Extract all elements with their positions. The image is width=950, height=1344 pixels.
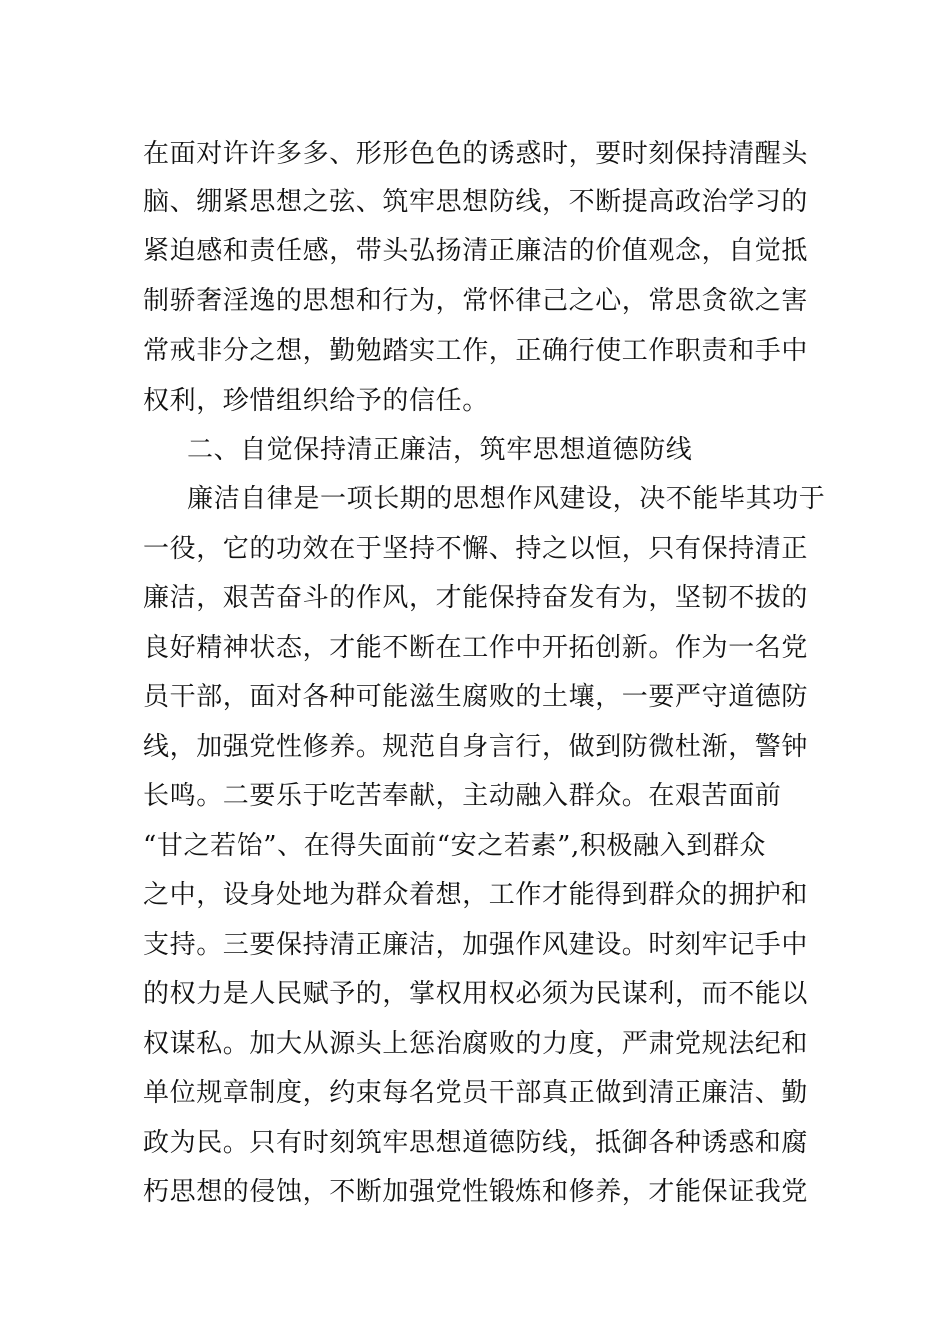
paragraph-line: 一役，它的功效在于坚持不懈、持之以恒，只有保持清正 <box>143 534 809 564</box>
paragraph-line: 支持。三要保持清正廉洁，加强作风建设。时刻牢记手中 <box>143 930 809 960</box>
paragraph-line: 良好精神状态，才能不断在工作中开拓创新。作为一名党 <box>143 633 809 663</box>
paragraph-line: 脑、绷紧思想之弦、筑牢思想防线，不断提高政治学习的 <box>143 187 809 217</box>
paragraph-line: 廉洁自律是一项长期的思想作风建设，决不能毕其功于 <box>187 484 826 514</box>
section-heading: 二、自觉保持清正廉洁，筑牢思想道德防线 <box>187 435 693 465</box>
paragraph-line: 制骄奢淫逸的思想和行为，常怀律己之心，常思贪欲之害 <box>143 286 809 316</box>
paragraph-line: 权利，珍惜组织给予的信任。 <box>143 386 489 416</box>
paragraph-line: 廉洁，艰苦奋斗的作风，才能保持奋发有为，坚韧不拔的 <box>143 583 809 613</box>
paragraph-line: 紧迫感和责任感，带头弘扬清正廉洁的价值观念，自觉抵 <box>143 236 809 266</box>
paragraph-line: 政为民。只有时刻筑牢思想道德防线，抵御各种诱惑和腐 <box>143 1128 809 1158</box>
paragraph-line: 员干部，面对各种可能滋生腐败的土壤，一要严守道德防 <box>143 682 809 712</box>
paragraph-line: “甘之若饴”、在得失面前“安之若素”,积极融入到群众 <box>143 831 767 861</box>
paragraph-line: 之中，设身处地为群众着想，工作才能得到群众的拥护和 <box>143 880 809 910</box>
paragraph-line: 长鸣。二要乐于吃苦奉献，主动融入群众。在艰苦面前 <box>143 781 782 811</box>
paragraph-line: 的权力是人民赋予的，掌权用权必须为民谋利，而不能以 <box>143 979 809 1009</box>
paragraph-line: 常戒非分之想，勤勉踏实工作，正确行使工作职责和手中 <box>143 336 809 366</box>
paragraph-line: 权谋私。加大从源头上惩治腐败的力度，严肃党规法纪和 <box>143 1029 809 1059</box>
paragraph-line: 单位规章制度，约束每名党员干部真正做到清正廉洁、勤 <box>143 1078 809 1108</box>
paragraph-line: 朽思想的侵蚀，不断加强党性锻炼和修养，才能保证我党 <box>143 1177 809 1207</box>
paragraph-line: 在面对许许多多、形形色色的诱惑时，要时刻保持清醒头 <box>143 139 809 169</box>
paragraph-line: 线，加强党性修养。规范自身言行，做到防微杜渐，警钟 <box>143 732 809 762</box>
